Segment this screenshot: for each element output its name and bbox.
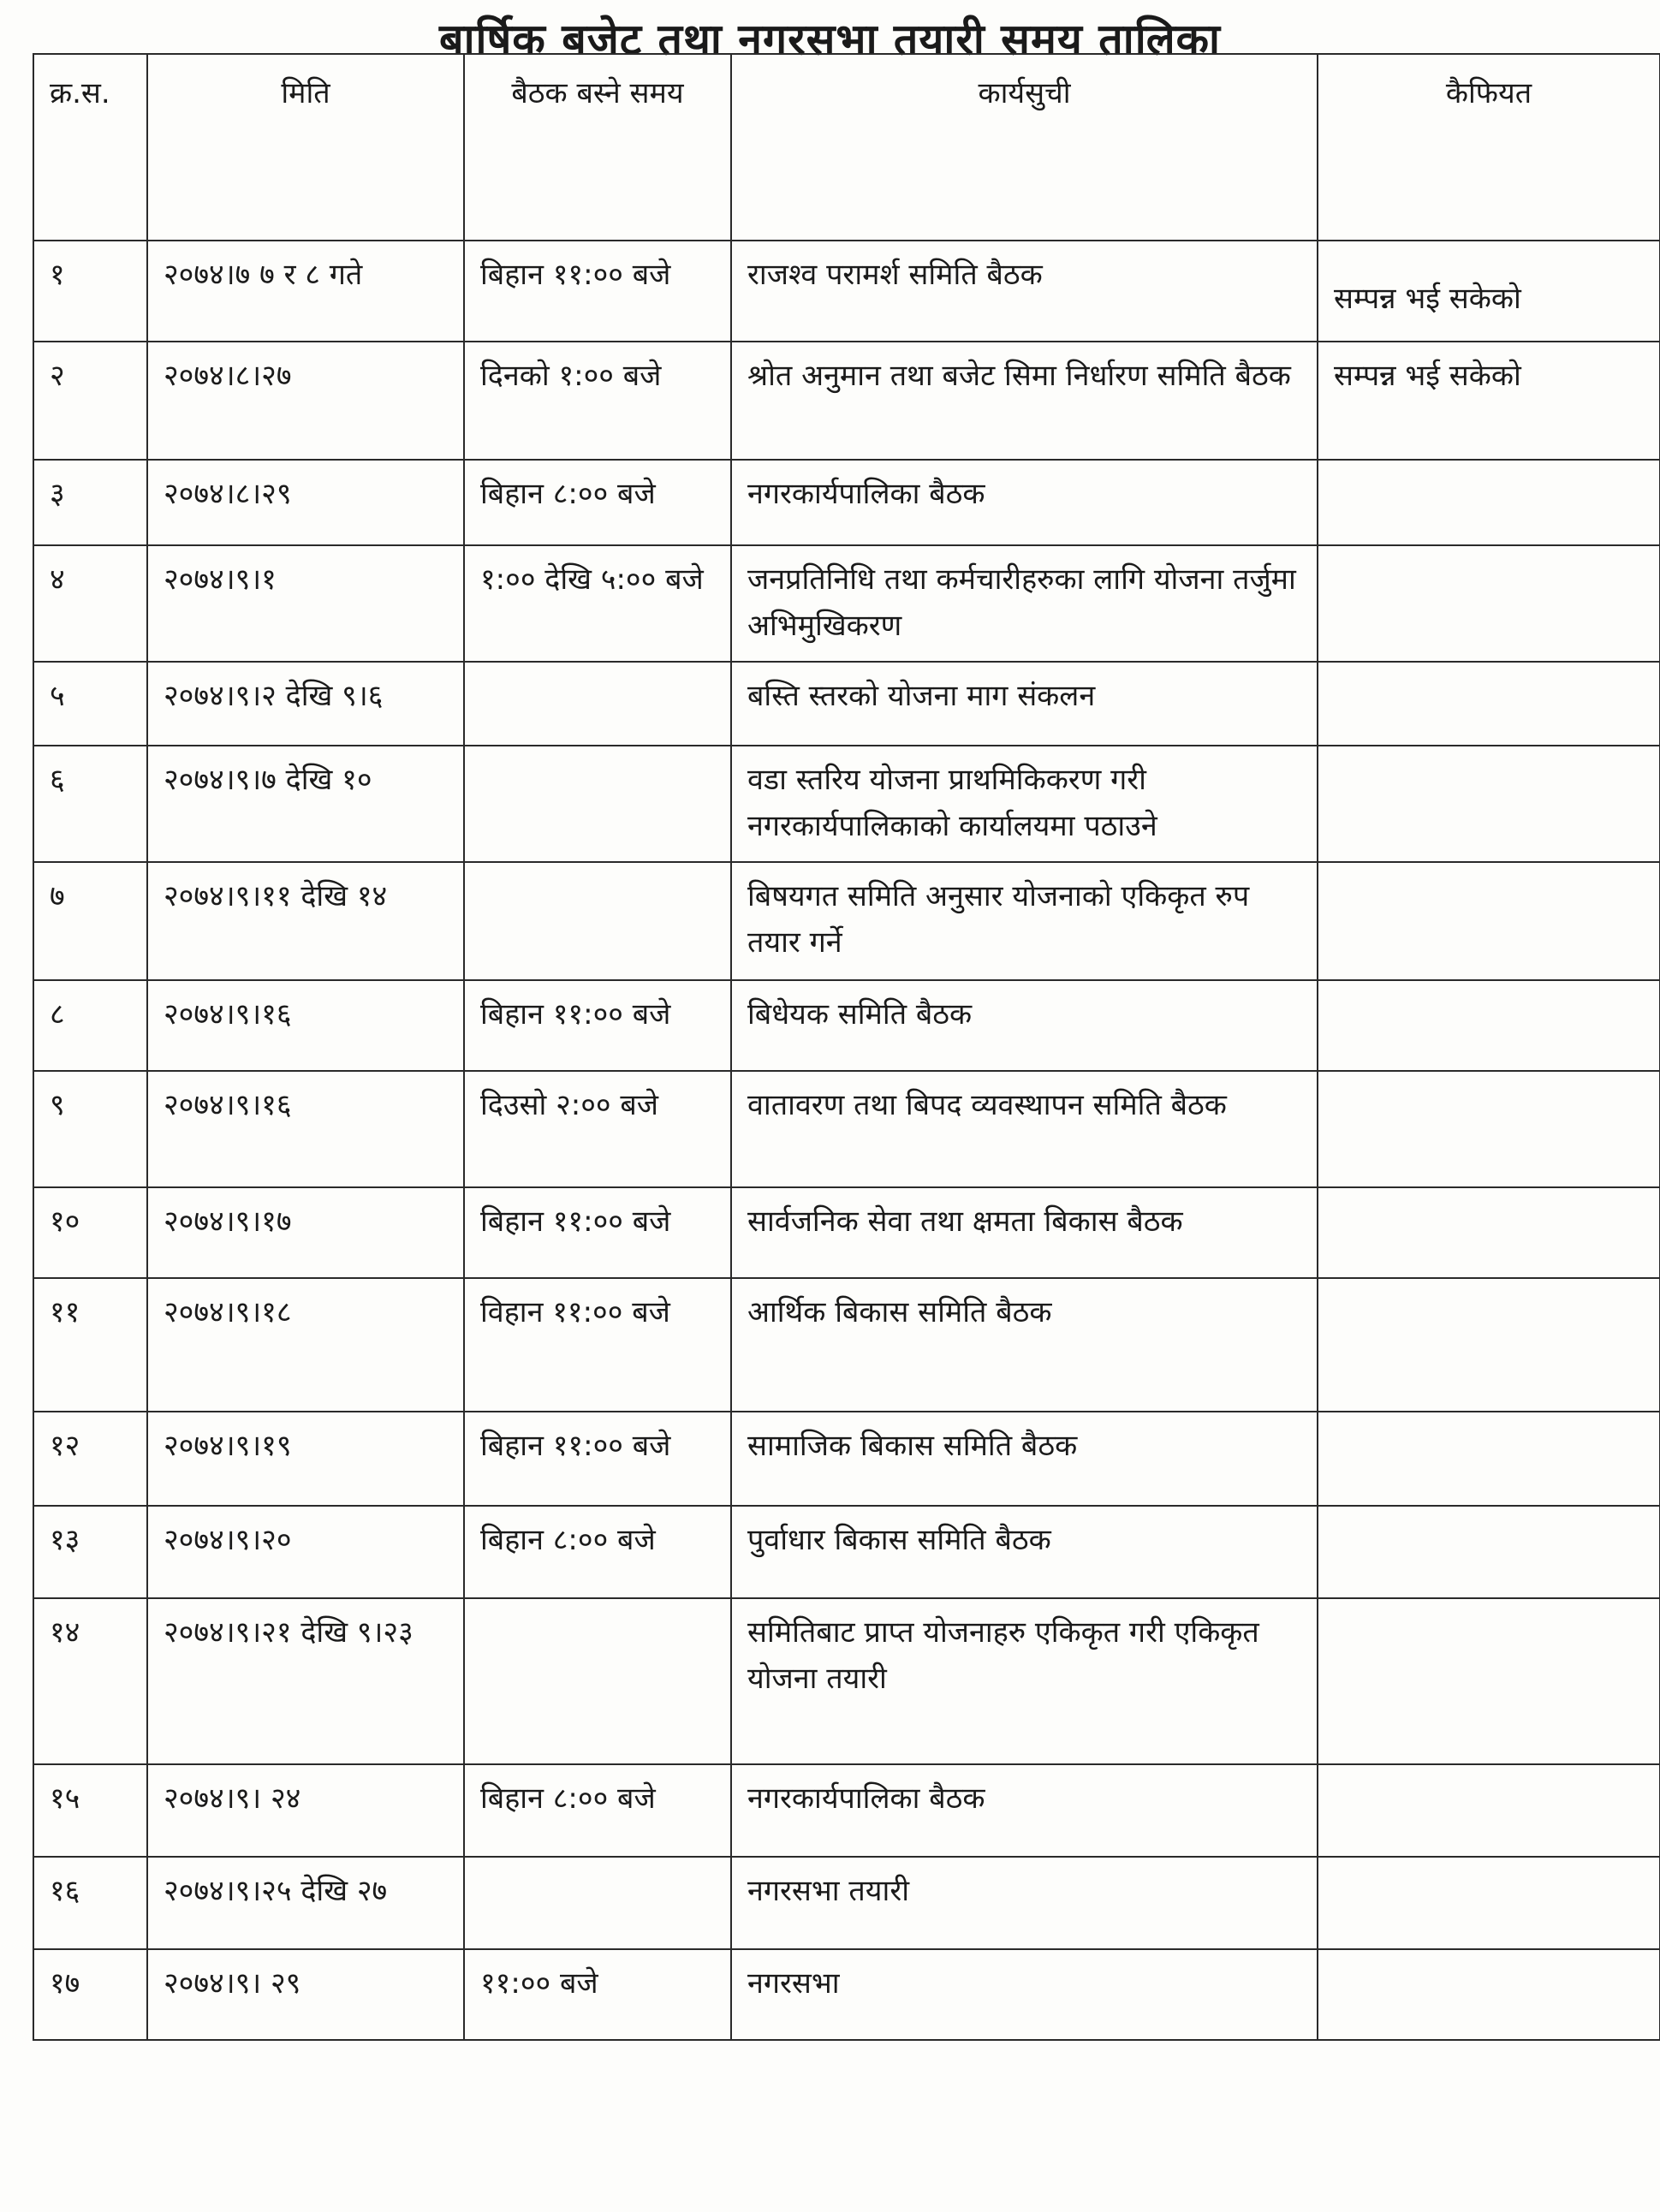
cell-sn: १४ (33, 1598, 147, 1764)
cell-time (464, 1857, 731, 1949)
cell-agenda: सामाजिक बिकास समिति बैठक (731, 1412, 1318, 1506)
cell-agenda: सार्वजनिक सेवा तथा क्षमता बिकास बैठक (731, 1187, 1318, 1278)
cell-date: २०७४।८।२७ (147, 342, 464, 460)
cell-time: दिउसो २:०० बजे (464, 1071, 731, 1187)
cell-agenda: पुर्वाधार बिकास समिति बैठक (731, 1506, 1318, 1598)
cell-remarks (1318, 1187, 1660, 1278)
cell-remarks (1318, 1598, 1660, 1764)
table-row (33, 1278, 1660, 1412)
cell-date: २०७४।९।१८ (147, 1278, 464, 1412)
cell-date: २०७४।९।२ देखि ९।६ (147, 662, 464, 746)
cell-time: बिहान ११:०० बजे (464, 241, 731, 342)
table-row (33, 662, 1660, 746)
cell-remarks (1318, 980, 1660, 1071)
cell-sn: १६ (33, 1857, 147, 1949)
cell-sn: ३ (33, 460, 147, 545)
cell-date: २०७४।९। २४ (147, 1764, 464, 1857)
cell-time: बिहान ११:०० बजे (464, 1412, 731, 1506)
column-header-date: मिति (147, 54, 464, 241)
table-row (33, 1598, 1660, 1764)
cell-agenda: नगरसभा तयारी (731, 1857, 1318, 1949)
schedule-table (33, 53, 1660, 2041)
table-row (33, 980, 1660, 1071)
cell-time (464, 862, 731, 980)
cell-agenda: समितिबाट प्राप्त योजनाहरु एकिकृत गरी एकिकृत योजना तयारी (731, 1598, 1318, 1764)
cell-time (464, 746, 731, 862)
cell-agenda: वातावरण तथा बिपद व्यवस्थापन समिति बैठक (731, 1071, 1318, 1187)
table-row (33, 1071, 1660, 1187)
cell-time (464, 1598, 731, 1764)
cell-agenda: नगरकार्यपालिका बैठक (731, 1764, 1318, 1857)
cell-agenda: जनप्रतिनिधि तथा कर्मचारीहरुका लागि योजना तर्जुमा अभिमुखिकरण (731, 545, 1318, 662)
cell-time: विहान ११:०० बजे (464, 1278, 731, 1412)
cell-agenda: नगरकार्यपालिका बैठक (731, 460, 1318, 545)
cell-agenda: वडा स्तरिय योजना प्राथमिकिकरण गरी नगरकार्यपालिकाको कार्यालयमा पठाउने (731, 746, 1318, 862)
cell-agenda: राजश्व परामर्श समिति बैठक (731, 241, 1318, 342)
column-header-sn: क्र.स. (33, 54, 147, 241)
cell-time: दिनको १:०० बजे (464, 342, 731, 460)
cell-remarks (1318, 1071, 1660, 1187)
table-row (33, 460, 1660, 545)
cell-remarks (1318, 1412, 1660, 1506)
cell-sn: ११ (33, 1278, 147, 1412)
cell-agenda: बिधेयक समिति बैठक (731, 980, 1318, 1071)
cell-sn: २ (33, 342, 147, 460)
cell-sn: ५ (33, 662, 147, 746)
table-row (33, 746, 1660, 862)
cell-remarks: सम्पन्न भई सकेको (1318, 241, 1660, 342)
cell-sn: १७ (33, 1949, 147, 2040)
cell-sn: ६ (33, 746, 147, 862)
cell-agenda: बिषयगत समिति अनुसार योजनाको एकिकृत रुप तयार गर्ने (731, 862, 1318, 980)
cell-sn: १३ (33, 1506, 147, 1598)
cell-date: २०७४।७ ७ र ८ गते (147, 241, 464, 342)
table-row (33, 545, 1660, 662)
cell-remarks (1318, 746, 1660, 862)
cell-date: २०७४।९। २९ (147, 1949, 464, 2040)
cell-time: १:०० देखि ५:०० बजे (464, 545, 731, 662)
cell-time: बिहान ८:०० बजे (464, 460, 731, 545)
cell-remarks (1318, 1949, 1660, 2040)
cell-date: २०७४।९।१ (147, 545, 464, 662)
cell-sn: ७ (33, 862, 147, 980)
cell-sn: १२ (33, 1412, 147, 1506)
cell-date: २०७४।९।२५ देखि २७ (147, 1857, 464, 1949)
cell-remarks (1318, 1857, 1660, 1949)
table-row (33, 1506, 1660, 1598)
cell-remarks (1318, 1506, 1660, 1598)
cell-date: २०७४।९।११ देखि १४ (147, 862, 464, 980)
cell-remarks (1318, 1764, 1660, 1857)
cell-remarks: सम्पन्न भई सकेको (1318, 342, 1660, 460)
table-header (33, 54, 1660, 241)
cell-time: बिहान ८:०० बजे (464, 1506, 731, 1598)
cell-date: २०७४।९।२१ देखि ९।२३ (147, 1598, 464, 1764)
cell-time: बिहान ८:०० बजे (464, 1764, 731, 1857)
cell-time: ११:०० बजे (464, 1949, 731, 2040)
cell-remarks (1318, 460, 1660, 545)
table-row (33, 1412, 1660, 1506)
cell-date: २०७४।९।१६ (147, 1071, 464, 1187)
cell-time: बिहान ११:०० बजे (464, 1187, 731, 1278)
cell-sn: ९ (33, 1071, 147, 1187)
cell-date: २०७४।९।२० (147, 1506, 464, 1598)
cell-remarks (1318, 545, 1660, 662)
cell-sn: १५ (33, 1764, 147, 1857)
table-row (33, 1857, 1660, 1949)
cell-sn: ४ (33, 545, 147, 662)
table-row (33, 1187, 1660, 1278)
cell-agenda: बस्ति स्तरको योजना माग संकलन (731, 662, 1318, 746)
cell-agenda: आर्थिक बिकास समिति बैठक (731, 1278, 1318, 1412)
table-row (33, 342, 1660, 460)
cell-date: २०७४।९।१९ (147, 1412, 464, 1506)
cell-date: २०७४।९।१७ (147, 1187, 464, 1278)
cell-sn: १ (33, 241, 147, 342)
cell-time: बिहान ११:०० बजे (464, 980, 731, 1071)
cell-date: २०७४।९।७ देखि १० (147, 746, 464, 862)
cell-sn: ८ (33, 980, 147, 1071)
cell-remarks (1318, 862, 1660, 980)
table-row (33, 862, 1660, 980)
cell-remarks (1318, 662, 1660, 746)
header-row (33, 54, 1660, 241)
table-body (33, 241, 1660, 2040)
table-row (33, 1949, 1660, 2040)
column-header-remarks: कैफियत (1318, 54, 1660, 241)
table-row (33, 241, 1660, 342)
cell-sn: १० (33, 1187, 147, 1278)
cell-date: २०७४।८।२९ (147, 460, 464, 545)
column-header-agenda: कार्यसुची (731, 54, 1318, 241)
page-title: बार्षिक बजेट तथा नगरसभा तयारी समय तालिका (439, 15, 1221, 64)
cell-remarks (1318, 1278, 1660, 1412)
table-row (33, 1764, 1660, 1857)
cell-agenda: श्रोत अनुमान तथा बजेट सिमा निर्धारण समिति बैठक (731, 342, 1318, 460)
cell-agenda: नगरसभा (731, 1949, 1318, 2040)
cell-time (464, 662, 731, 746)
cell-date: २०७४।९।१६ (147, 980, 464, 1071)
column-header-time: बैठक बस्ने समय (464, 54, 731, 241)
